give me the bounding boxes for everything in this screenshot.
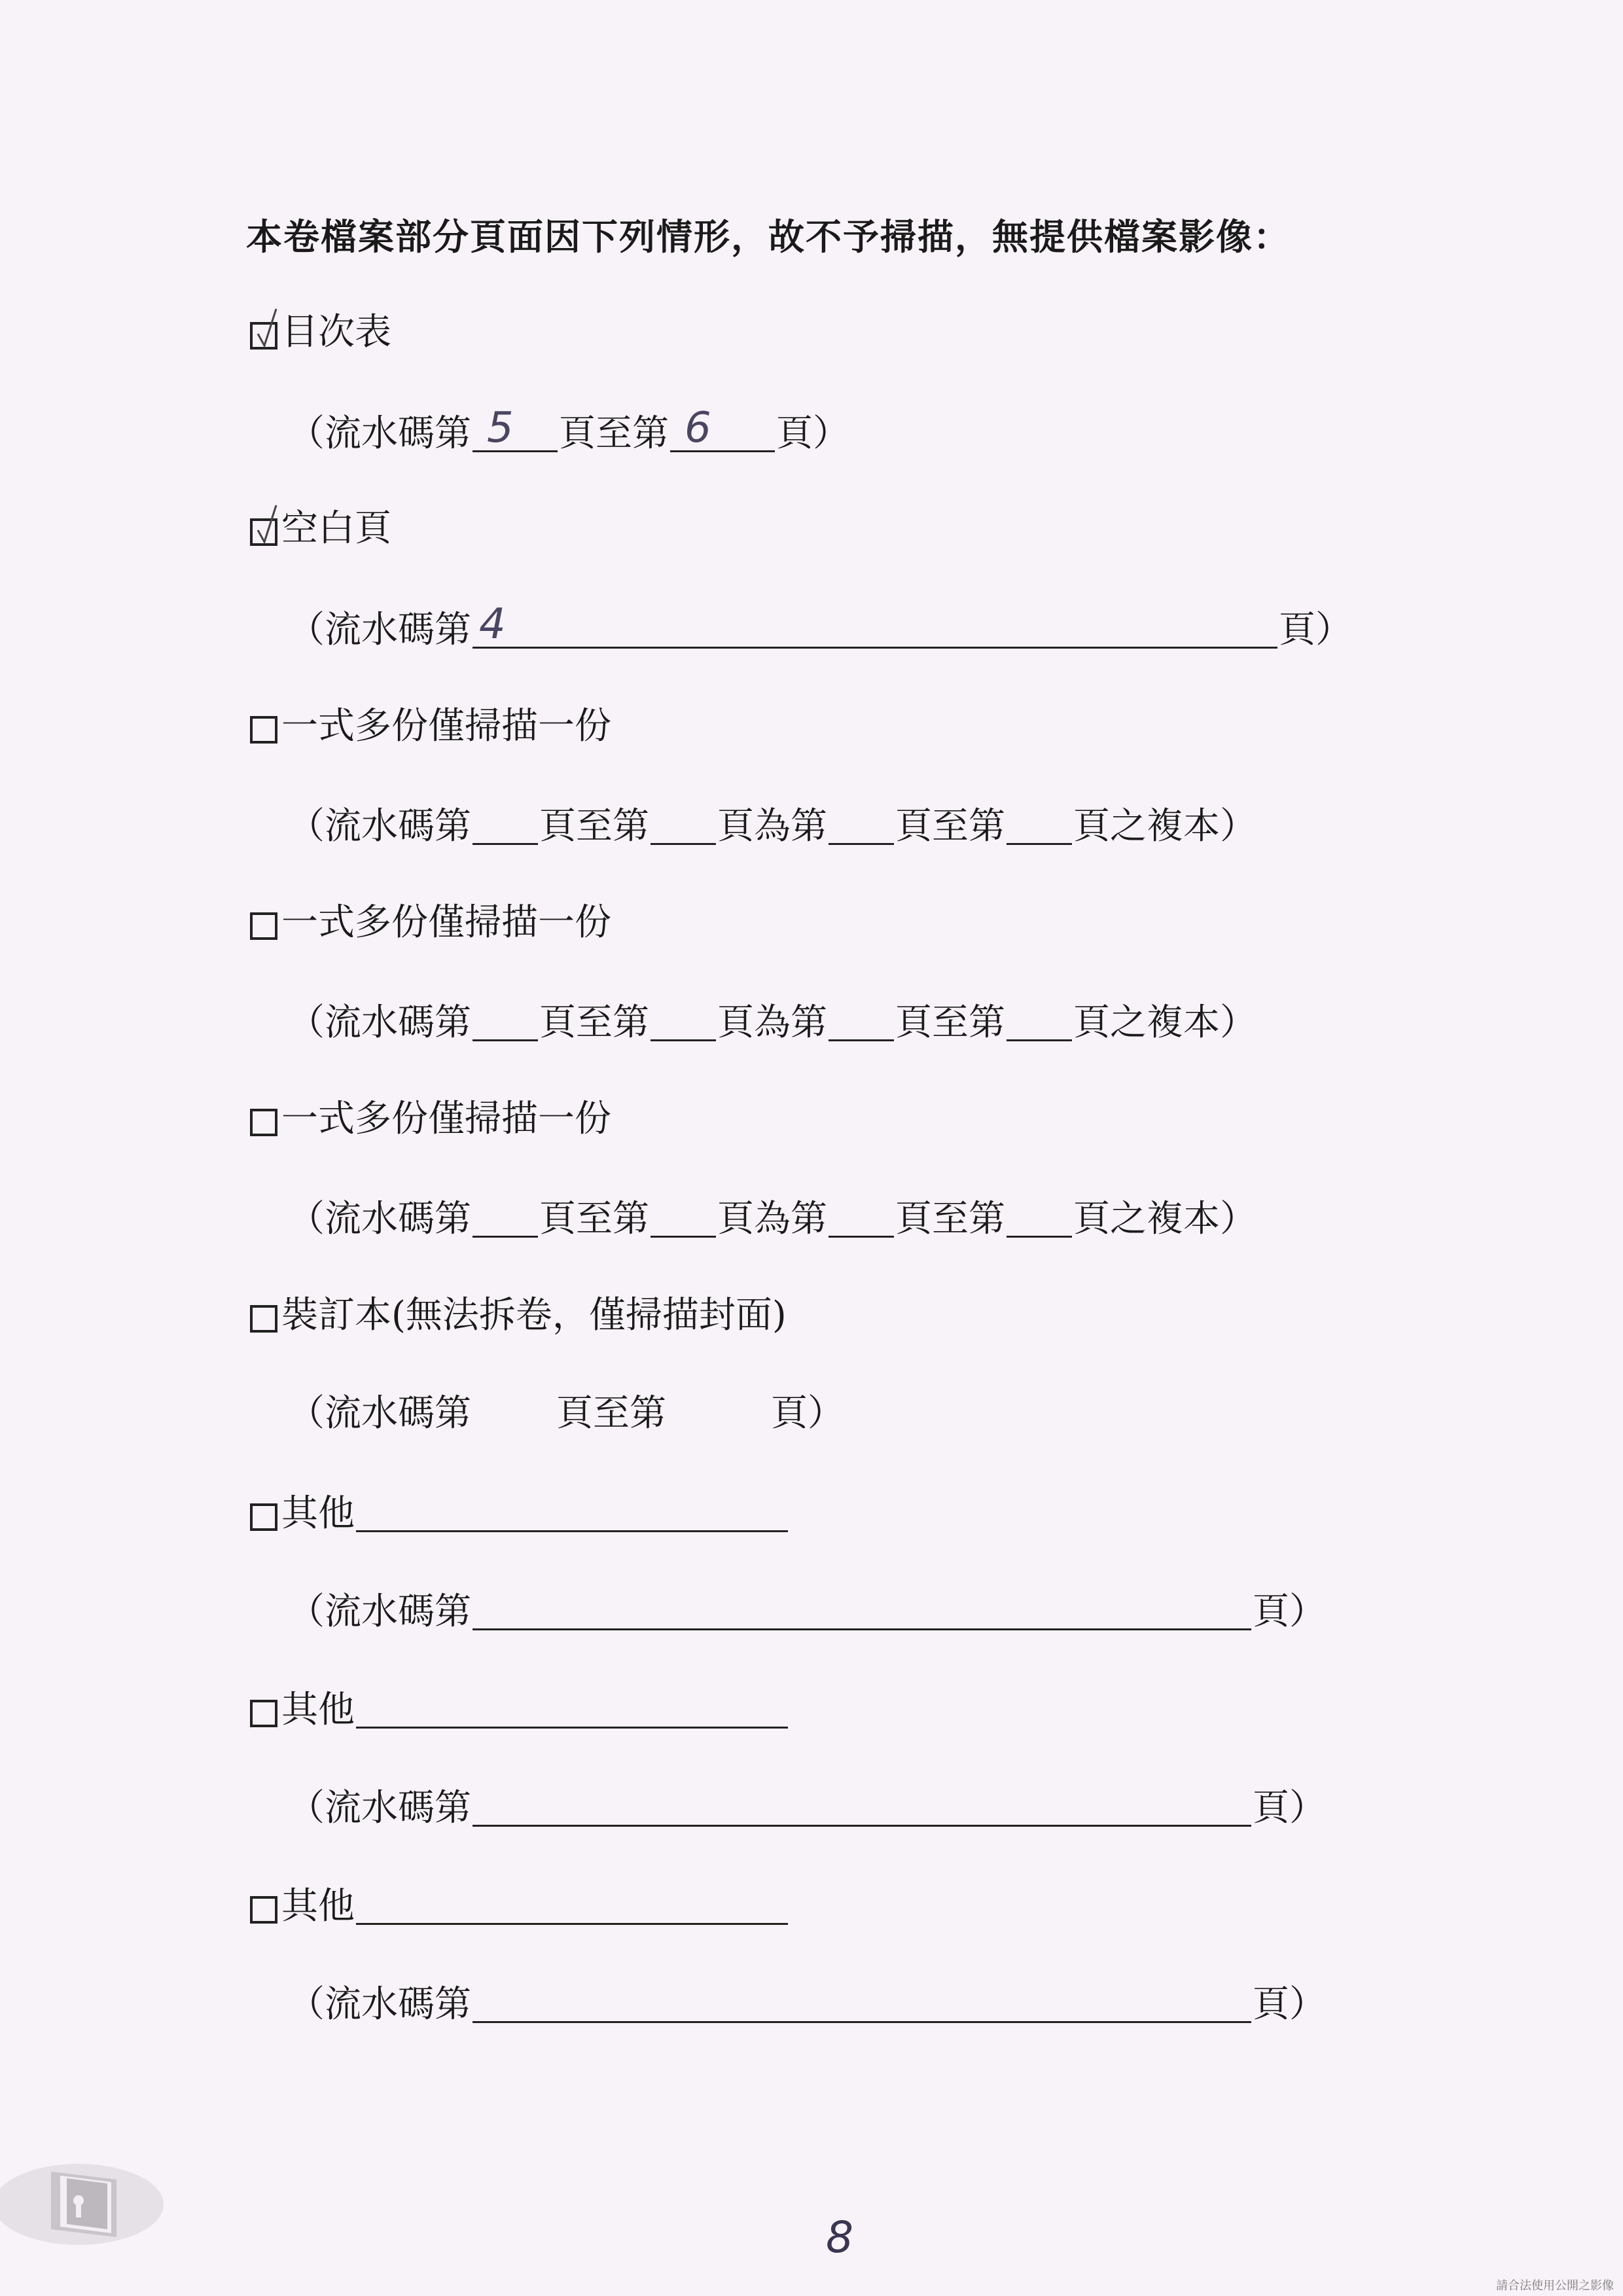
serial-row: （流水碼第 頁） [288,1983,1326,2026]
item-blank-page [250,507,391,550]
serial-row: （流水碼第 頁） [288,1590,1326,1633]
checkmark-icon [254,308,280,351]
to-page-field[interactable] [651,806,716,845]
item-bound-volume [250,1294,787,1336]
item-label: 其他 [281,1885,355,1928]
original-from-field[interactable] [829,1003,894,1041]
checkbox-blank-page[interactable] [250,518,277,546]
checkbox-other[interactable] [250,1896,277,1924]
item-label: 一式多份僅掃描一份 [281,901,611,944]
from-page-field[interactable] [473,1199,538,1238]
item-table-of-contents [250,311,391,353]
other-reason-field[interactable] [356,1690,788,1729]
checkbox-other[interactable] [250,1700,277,1727]
other-reason-field[interactable] [356,1886,788,1925]
original-to-field[interactable] [1007,806,1072,845]
serial-field[interactable]: 4 [473,610,1277,649]
checkbox-table-of-contents[interactable] [250,322,277,350]
serial-field[interactable] [473,1984,1251,2023]
original-to-field[interactable] [1007,1003,1072,1041]
item-multiple-copies [250,901,611,944]
copy-range-row: （流水碼第 頁至第 頁為第 頁至第 頁之複本） [288,1198,1257,1240]
item-multiple-copies [250,1098,611,1140]
footer-note: 請合法使用公開之影像 [1496,2279,1614,2293]
serial-field[interactable] [473,1788,1251,1827]
copy-range-row: （流水碼第 頁至第 頁為第 頁至第 頁之複本） [288,805,1257,848]
serial-row: （流水碼第 頁） [288,1787,1326,1829]
page-title: 本卷檔案部分頁面因下列情形，故不予掃描，無提供檔案影像： [246,216,1291,258]
page-number: 8 [826,2212,853,2263]
to-page-field[interactable] [651,1199,716,1238]
original-to-field[interactable] [1007,1199,1072,1238]
from-page-field[interactable] [473,1003,538,1041]
item-label: 目次表 [281,311,391,353]
item-other [250,1492,789,1535]
serial-range-row: （流水碼第 5 頁至第 6 頁） [288,404,849,455]
checkbox-multiple-copies[interactable] [250,912,277,940]
to-page-field[interactable]: 6 [670,414,775,452]
checkmark-icon [254,504,280,547]
item-label: 其他 [281,1492,355,1535]
item-label: 空白頁 [281,507,391,550]
checkbox-bound-volume[interactable] [250,1305,277,1333]
item-multiple-copies [250,705,611,747]
to-page-field[interactable] [651,1003,716,1041]
from-page-field[interactable]: 5 [473,414,558,452]
from-page-field[interactable] [473,806,538,845]
checkbox-other[interactable] [250,1503,277,1531]
item-label: 一式多份僅掃描一份 [281,705,611,747]
checkbox-multiple-copies[interactable] [250,1109,277,1136]
item-other [250,1690,789,1729]
original-from-field[interactable] [829,1199,894,1238]
item-label: 一式多份僅掃描一份 [281,1098,611,1140]
serial-range-row: （流水碼第 頁至第 頁） [288,1392,844,1435]
copy-range-row: （流水碼第 頁至第 頁為第 頁至第 頁之複本） [288,1001,1257,1044]
item-other [250,1885,789,1928]
checkbox-multiple-copies[interactable] [250,716,277,744]
item-label: 其他 [281,1689,355,1731]
serial-field[interactable] [473,1592,1251,1630]
original-from-field[interactable] [829,806,894,845]
other-reason-field[interactable] [356,1494,788,1532]
archive-logo-icon [0,2153,164,2251]
serial-row: （流水碼第 4 頁） [288,600,1352,651]
item-label: 裝訂本(無法拆卷，僅掃描封面) [281,1294,787,1336]
